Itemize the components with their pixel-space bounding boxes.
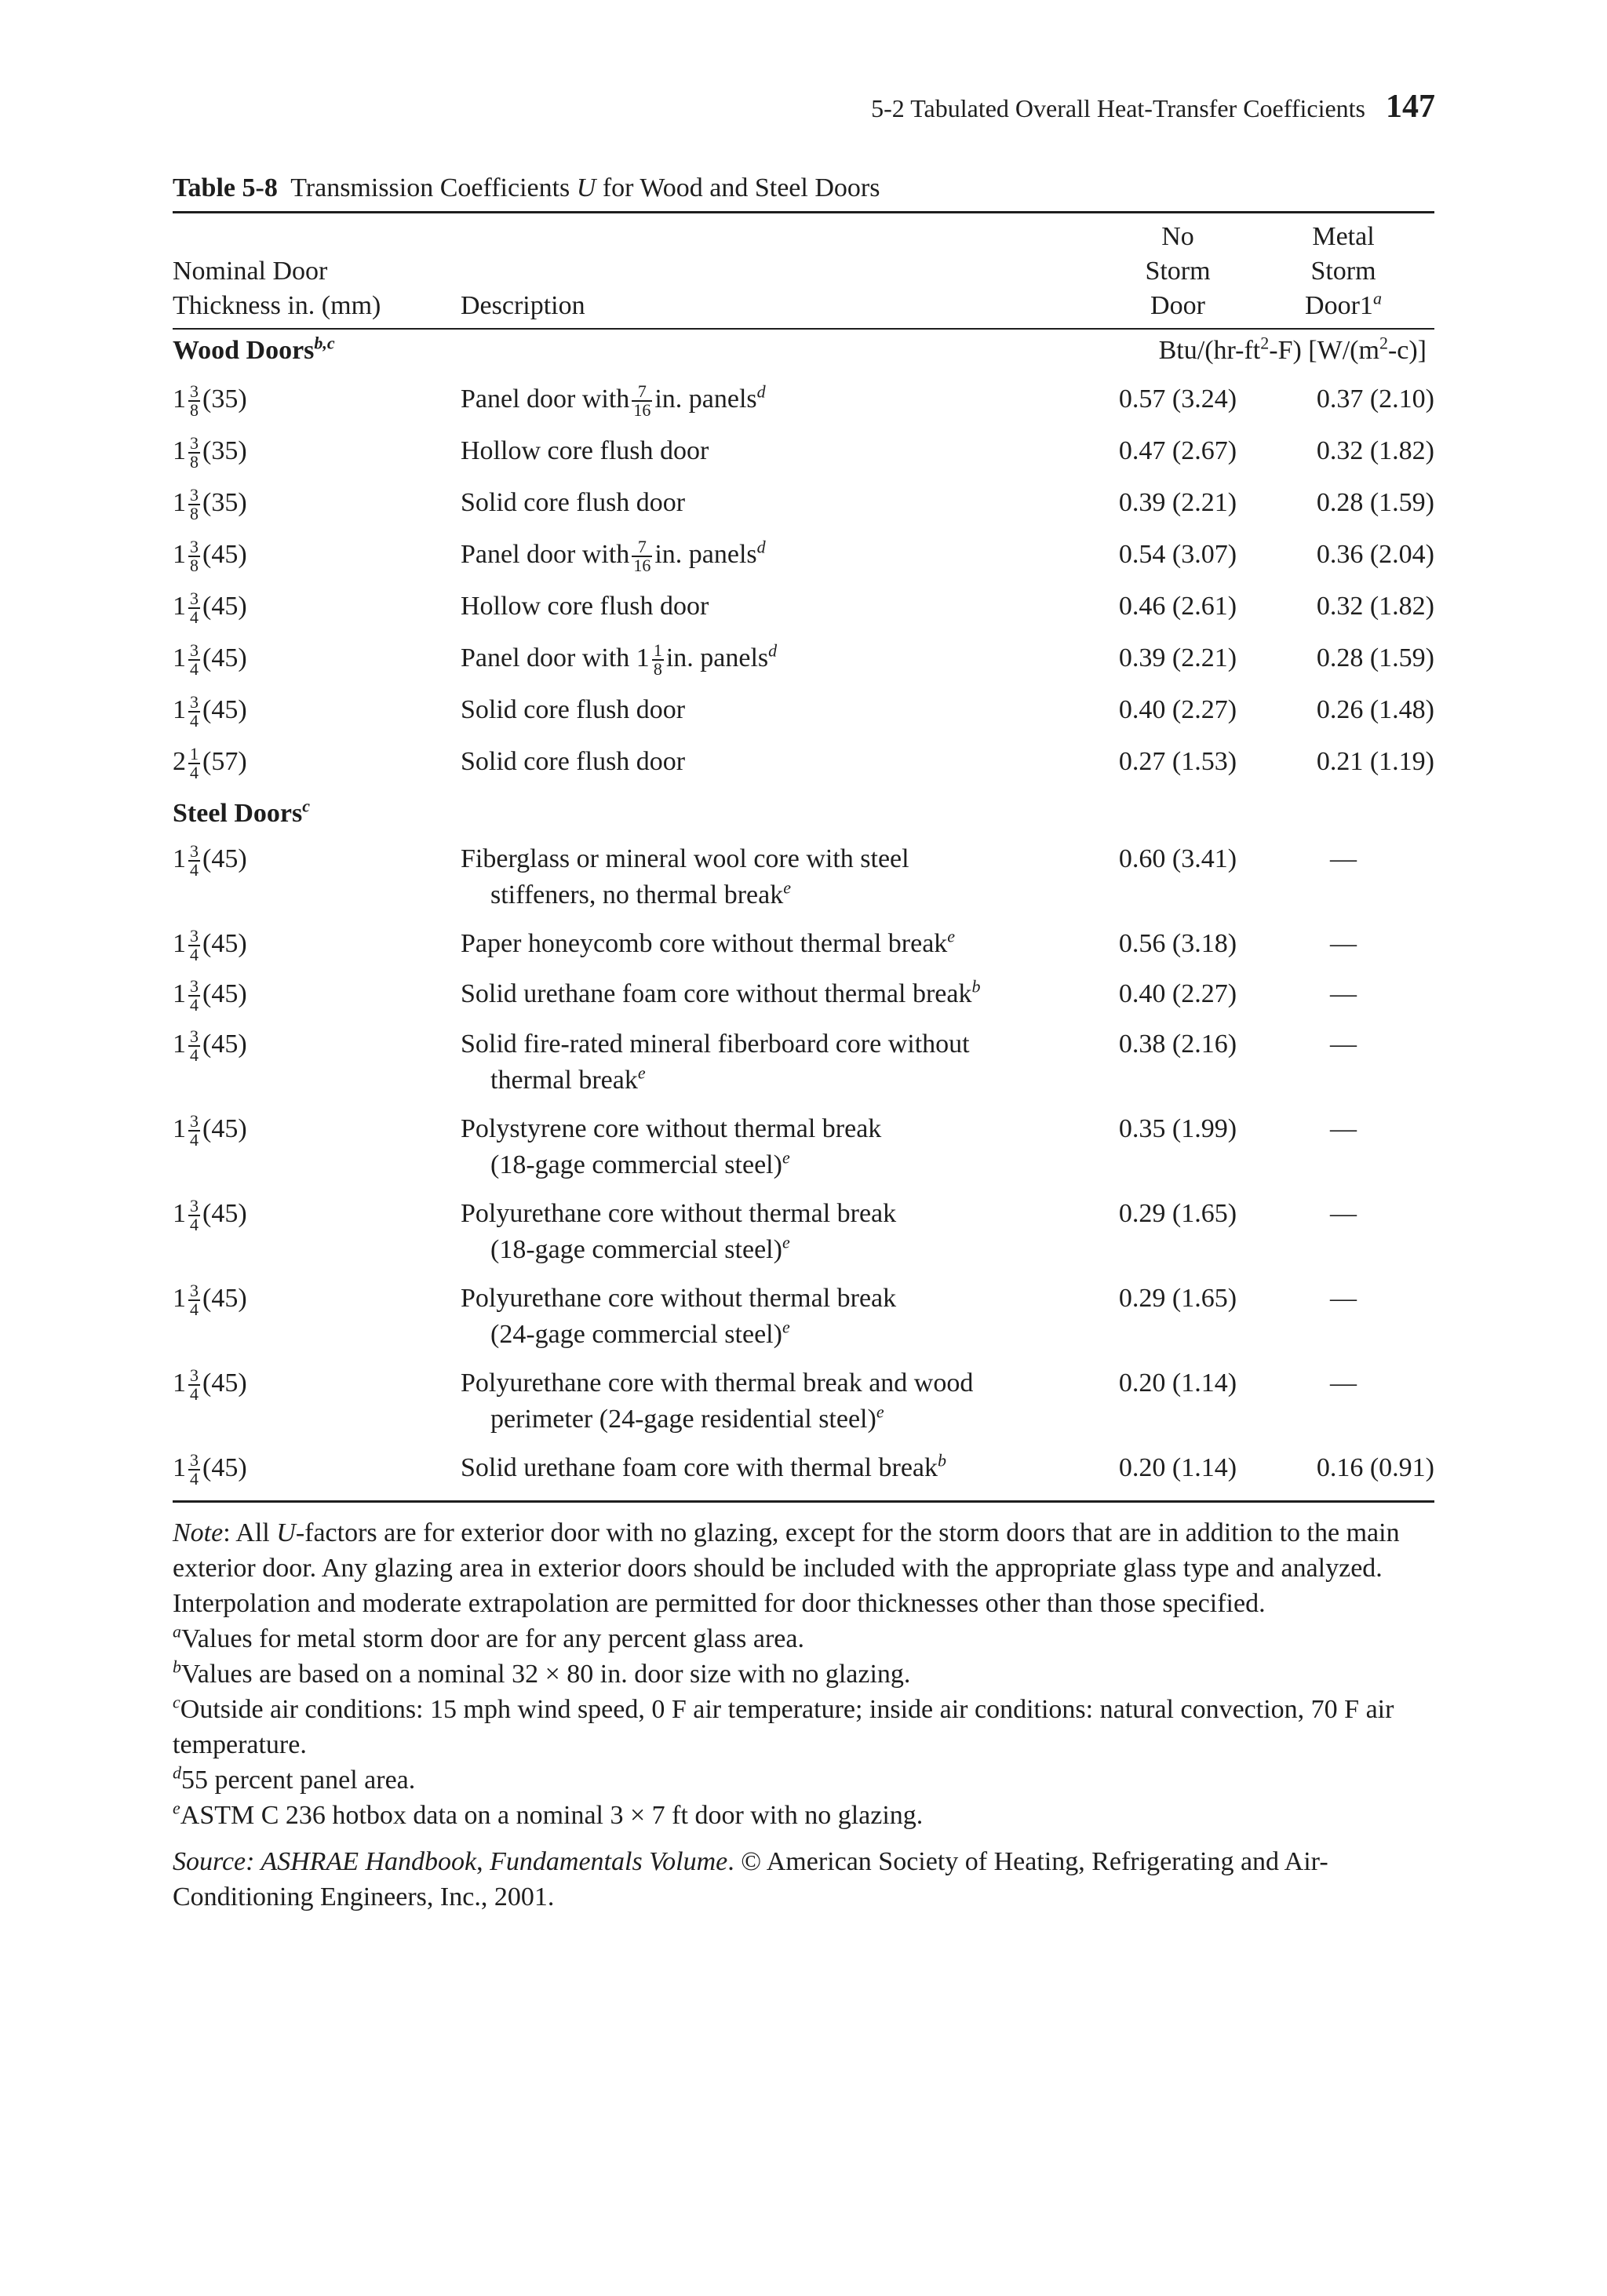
thickness-mm: (45)	[202, 695, 247, 724]
description-line2	[461, 1317, 1277, 1353]
footnote-ref	[783, 878, 791, 898]
thickness-whole: 1	[173, 1284, 186, 1313]
thickness-fraction-num: 1	[190, 744, 199, 764]
thickness-fraction-den: 4	[190, 1299, 199, 1320]
thickness-fraction-num: 3	[190, 692, 199, 712]
no-storm-value: 0.27 (1.53)	[1118, 747, 1237, 776]
footnote-c-text: Outside air conditions: 15 mph wind speed, 0 F air temperature; inside air conditions: natural convection, 70 F air temperature.	[173, 1695, 1394, 1759]
metal-storm-value: 0.28 (1.59)	[1316, 643, 1434, 672]
footnote-ref	[971, 977, 980, 997]
footnote-d	[173, 1762, 1434, 1798]
description-text: Panel door with 1	[461, 643, 650, 672]
thickness-fraction-den: 4	[190, 945, 199, 965]
units-sup2: 2	[1379, 333, 1388, 353]
no-storm-value: 0.35 (1.99)	[1118, 1114, 1237, 1143]
thickness-whole: 1	[173, 1199, 186, 1228]
table-caption	[173, 172, 1434, 205]
thickness-fraction-den: 8	[190, 504, 199, 524]
footnote-b-text: Values are based on a nominal 32 × 80 in. door size with no glazing.	[181, 1660, 911, 1689]
thickness-fraction-num: 3	[190, 1450, 199, 1471]
thickness-cell	[173, 744, 457, 782]
metal-storm-value: 0.26 (1.48)	[1316, 695, 1434, 724]
table-row	[173, 736, 1434, 788]
description-fraction-den: 8	[653, 659, 662, 680]
units-c: -c)]	[1387, 336, 1427, 365]
thickness-fraction-den: 4	[190, 659, 199, 680]
footnote-e-text: ASTM C 236 hotbox data on a nominal 3 × 7 ft door with no glazing.	[180, 1801, 924, 1830]
no-storm-value: 0.39 (2.21)	[1118, 488, 1237, 517]
table-row	[173, 1361, 1434, 1445]
steel-doors-title-sup: c	[302, 796, 311, 816]
caption-text-rest: for Wood and Steel Doors	[602, 173, 880, 202]
note-label: Note	[173, 1518, 224, 1547]
thickness-whole: 1	[173, 1368, 186, 1398]
running-head-section: 5-2 Tabulated Overall Heat-Transfer Coefficients	[871, 94, 1365, 122]
thickness-mm: (45)	[202, 1199, 247, 1228]
footnote-a-mark: a	[173, 1621, 181, 1642]
thickness-fraction	[188, 1197, 200, 1234]
description-line2	[461, 1232, 1277, 1268]
table-row	[173, 581, 1434, 632]
thickness-fraction-num: 3	[190, 1026, 199, 1047]
footnote-ref	[938, 1451, 946, 1471]
thickness-fraction-num: 3	[190, 1196, 199, 1216]
description-line2	[461, 1401, 1277, 1438]
description-line1-text: Solid urethane foam core with thermal break	[461, 1453, 938, 1482]
wood-doors-title	[173, 333, 335, 366]
thickness-mm: (45)	[202, 1030, 247, 1059]
footnote-ref	[947, 927, 955, 946]
thickness-whole: 1	[173, 384, 186, 414]
caption-text: Transmission Coefficients	[290, 173, 570, 202]
thickness-fraction-num: 3	[190, 1281, 199, 1301]
group-wood-doors	[173, 330, 1434, 374]
thickness-mm: (45)	[202, 1453, 247, 1482]
description-line2-text: perimeter (24-gage residential steel)	[490, 1405, 876, 1434]
footnote-ref-mark: e	[947, 926, 956, 946]
description-line1-text: Solid fire-rated mineral fiberboard core without	[461, 1030, 970, 1059]
thickness-fraction	[188, 1282, 200, 1318]
footnote-ref-mark: e	[782, 1317, 790, 1337]
thickness-cell	[173, 1450, 457, 1488]
no-storm-value: 0.40 (2.27)	[1118, 979, 1237, 1008]
table-row	[173, 971, 1434, 1022]
no-storm-value: 0.38 (2.16)	[1118, 1030, 1237, 1059]
footnote-ref-mark: d	[756, 381, 766, 402]
thickness-fraction	[188, 590, 200, 626]
table-row	[173, 1276, 1434, 1361]
header-thickness-line1: Nominal Door	[173, 257, 328, 286]
general-note	[173, 1515, 1434, 1621]
footnote-ref	[757, 382, 766, 402]
thickness-fraction-num: 3	[190, 1365, 199, 1386]
description-text: Solid core flush door	[461, 695, 686, 724]
table-row	[173, 477, 1434, 529]
footnote-c	[173, 1692, 1434, 1762]
thickness-whole: 1	[173, 844, 186, 873]
thickness-cell	[173, 485, 457, 523]
note-u-symbol: U	[276, 1518, 296, 1547]
thickness-fraction-den: 4	[190, 711, 199, 731]
page-number: 147	[1386, 89, 1435, 125]
table-row	[173, 921, 1434, 971]
metal-storm-value: 0.21 (1.19)	[1316, 747, 1434, 776]
source-credit	[173, 1844, 1434, 1915]
thickness-cell	[173, 692, 457, 730]
source-volume: Fundamentals Volume	[490, 1847, 728, 1876]
thickness-fraction	[188, 928, 200, 964]
table-row	[173, 1022, 1434, 1106]
thickness-mm: (45)	[202, 1284, 247, 1313]
thickness-fraction	[188, 538, 200, 574]
table-row	[173, 425, 1434, 477]
thickness-cell	[173, 926, 457, 964]
description-line1-text: Polyurethane core with thermal break and wood	[461, 1368, 974, 1398]
thickness-whole: 1	[173, 540, 186, 569]
metal-storm-value: 0.36 (2.04)	[1316, 540, 1434, 569]
thickness-fraction-den: 4	[190, 1045, 199, 1066]
thickness-whole: 1	[173, 592, 186, 621]
thickness-fraction-den: 4	[190, 607, 199, 628]
no-storm-value: 0.47 (2.67)	[1118, 436, 1237, 465]
no-storm-value: 0.20 (1.14)	[1118, 1368, 1237, 1398]
header-no-storm-line1: No	[1161, 222, 1194, 251]
table-row	[173, 1191, 1434, 1276]
description-text: Solid core flush door	[461, 747, 686, 776]
thickness-fraction	[188, 642, 200, 678]
footnote-ref	[782, 1233, 790, 1252]
description-line2-text: stiffeners, no thermal break	[490, 880, 784, 909]
description-line2	[461, 1062, 1277, 1099]
thickness-cell	[173, 1196, 457, 1234]
source-rest: . © American Society of Heating, Refrigerating and Air-Conditioning Engineers, Inc., 2001.	[173, 1847, 1328, 1912]
thickness-fraction-den: 4	[190, 1384, 199, 1405]
thickness-fraction-den: 8	[190, 556, 199, 576]
description-line1-text: Polyurethane core without thermal break	[461, 1199, 897, 1228]
footnote-ref-mark: e	[782, 1147, 790, 1168]
thickness-fraction	[188, 745, 200, 782]
description-text-b: in. panels	[665, 643, 769, 672]
no-storm-value: 0.46 (2.61)	[1118, 592, 1237, 621]
no-storm-value: 0.39 (2.21)	[1118, 643, 1237, 672]
description-line2	[461, 877, 1277, 913]
table-row	[173, 836, 1434, 921]
footnote-b-mark: b	[173, 1656, 181, 1677]
description-text-b: in. panels	[654, 384, 757, 414]
thickness-fraction-den: 8	[190, 452, 199, 472]
thickness-fraction-den: 4	[190, 995, 199, 1015]
thickness-fraction-num: 3	[190, 926, 199, 946]
thickness-mm: (45)	[202, 1114, 247, 1143]
metal-storm-value: —	[1330, 1368, 1357, 1398]
header-metal-storm-sup: a	[1372, 288, 1382, 308]
header-description: Description	[461, 291, 585, 320]
footnote-a-text: Values for metal storm door are for any percent glass area.	[181, 1624, 804, 1653]
thickness-mm: (45)	[202, 844, 247, 873]
thickness-fraction	[188, 843, 200, 879]
thickness-cell	[173, 433, 457, 471]
no-storm-value: 0.57 (3.24)	[1118, 384, 1237, 414]
thickness-fraction-den: 4	[190, 860, 199, 880]
footnote-ref-mark: e	[782, 1232, 790, 1252]
thickness-fraction-den: 4	[190, 1469, 199, 1489]
thickness-fraction-num: 3	[190, 381, 199, 402]
thickness-whole: 1	[173, 929, 186, 958]
description-fraction	[632, 383, 652, 419]
description-text: Hollow core flush door	[461, 592, 709, 621]
table-row	[173, 684, 1434, 736]
wood-doors-title-sup: b,c	[314, 333, 335, 353]
thickness-fraction-num: 3	[190, 640, 199, 661]
thickness-fraction-num: 3	[190, 589, 199, 609]
description-line1-text: Polystyrene core without thermal break	[461, 1114, 882, 1143]
description-text: Hollow core flush door	[461, 436, 709, 465]
description-line2	[461, 1147, 1277, 1183]
description-line1-text: Polyurethane core without thermal break	[461, 1284, 897, 1313]
no-storm-value: 0.29 (1.65)	[1118, 1199, 1237, 1228]
description-fraction	[632, 538, 652, 574]
thickness-fraction	[188, 435, 200, 471]
metal-storm-value: —	[1330, 1199, 1357, 1228]
thickness-mm: (45)	[202, 929, 247, 958]
thickness-fraction	[188, 1367, 200, 1403]
footnote-d-text: 55 percent panel area.	[181, 1766, 416, 1795]
header-thickness	[173, 254, 457, 323]
description-text-b: in. panels	[654, 540, 757, 569]
thickness-mm: (45)	[202, 979, 247, 1008]
no-storm-value: 0.40 (2.27)	[1118, 695, 1237, 724]
note-text-a: : All	[223, 1518, 277, 1547]
group-steel-doors	[173, 788, 1434, 836]
metal-storm-value: —	[1330, 844, 1357, 873]
description-line2-text: (18-gage commercial steel)	[490, 1150, 782, 1179]
footnote-ref-mark: e	[783, 877, 792, 898]
metal-storm-value: 0.37 (2.10)	[1316, 384, 1434, 414]
footnote-d-mark: d	[173, 1762, 181, 1783]
thickness-fraction	[188, 1452, 200, 1488]
running-head	[871, 88, 1435, 126]
description-line2-text: (18-gage commercial steel)	[490, 1235, 782, 1264]
no-storm-value: 0.56 (3.18)	[1118, 929, 1237, 958]
thickness-cell	[173, 640, 457, 678]
units-sup1: 2	[1260, 333, 1270, 353]
steel-doors-title-text: Steel Doors	[173, 799, 303, 828]
footnote-e-mark: e	[173, 1798, 180, 1818]
footnote-e	[173, 1798, 1434, 1833]
description-fraction-den: 16	[633, 556, 651, 576]
footnote-ref	[757, 538, 766, 557]
footnote-ref	[876, 1402, 884, 1422]
table-bottom-rule	[173, 1500, 1434, 1503]
thickness-fraction-den: 4	[190, 1130, 199, 1150]
thickness-mm: (35)	[202, 384, 247, 414]
thickness-fraction	[188, 1113, 200, 1149]
thickness-whole: 1	[173, 436, 186, 465]
description-line2-text: thermal break	[490, 1066, 638, 1095]
wood-rows	[173, 374, 1434, 788]
table-row	[173, 632, 1434, 684]
thickness-cell	[173, 589, 457, 626]
thickness-fraction-den: 4	[190, 763, 199, 783]
thickness-mm: (45)	[202, 540, 247, 569]
thickness-fraction-num: 3	[190, 1111, 199, 1132]
thickness-whole: 1	[173, 695, 186, 724]
footnote-ref	[768, 641, 777, 661]
metal-storm-value: —	[1330, 1114, 1357, 1143]
thickness-cell	[173, 381, 457, 419]
thickness-cell	[173, 976, 457, 1014]
header-no-storm-line3: Door	[1150, 291, 1205, 320]
metal-storm-value: —	[1330, 979, 1357, 1008]
metal-storm-value: —	[1330, 929, 1357, 958]
thickness-whole: 1	[173, 488, 186, 517]
metal-storm-value: —	[1330, 1284, 1357, 1313]
header-no-storm	[1111, 220, 1244, 323]
description-fraction-num: 7	[632, 383, 652, 402]
footnote-ref	[782, 1317, 790, 1337]
metal-storm-value: —	[1330, 1030, 1357, 1059]
metal-storm-value: 0.32 (1.82)	[1316, 436, 1434, 465]
description-line1-text: Fiberglass or mineral wool core with steel	[461, 844, 909, 873]
thickness-cell	[173, 1281, 457, 1318]
thickness-fraction-num: 3	[190, 976, 199, 997]
thickness-whole: 1	[173, 979, 186, 1008]
thickness-fraction-num: 3	[190, 485, 199, 505]
table-block	[173, 172, 1434, 1915]
no-storm-value: 0.54 (3.07)	[1118, 540, 1237, 569]
thickness-whole: 1	[173, 1030, 186, 1059]
no-storm-value: 0.29 (1.65)	[1118, 1284, 1237, 1313]
thickness-fraction-den: 8	[190, 400, 199, 421]
thickness-cell	[173, 537, 457, 574]
thickness-fraction-num: 3	[190, 433, 199, 454]
footnote-ref	[782, 1148, 790, 1168]
header-metal-storm	[1281, 220, 1406, 323]
thickness-fraction-num: 3	[190, 841, 199, 862]
footnote-a	[173, 1621, 1434, 1656]
wood-doors-title-text: Wood Doors	[173, 336, 315, 365]
caption-symbol: U	[576, 173, 596, 202]
description-text: Panel door with	[461, 540, 630, 569]
units-a: Btu/(hr-ft	[1158, 336, 1261, 365]
thickness-fraction-den: 4	[190, 1215, 199, 1235]
description-text: Panel door with	[461, 384, 630, 414]
footnote-b	[173, 1656, 1434, 1692]
footnote-ref	[638, 1063, 646, 1083]
description-fraction-num: 7	[632, 538, 652, 557]
thickness-whole: 1	[173, 643, 186, 672]
thickness-fraction	[188, 978, 200, 1014]
thickness-mm: (35)	[202, 436, 247, 465]
thickness-cell	[173, 1026, 457, 1064]
thickness-whole: 1	[173, 1453, 186, 1482]
table-row	[173, 1106, 1434, 1191]
description-fraction-num: 1	[653, 640, 662, 661]
no-storm-value: 0.20 (1.14)	[1118, 1453, 1237, 1482]
source-comma: ,	[476, 1847, 490, 1876]
units-label	[1158, 333, 1427, 366]
description-line1-text: Solid urethane foam core without thermal break	[461, 979, 972, 1008]
thickness-cell	[173, 1365, 457, 1403]
thickness-fraction	[188, 383, 200, 419]
thickness-whole: 1	[173, 1114, 186, 1143]
footnote-ref-mark: b	[971, 976, 981, 997]
thickness-fraction	[188, 694, 200, 730]
header-metal-storm-line1: Metal	[1312, 222, 1375, 251]
description-fraction-den: 16	[633, 400, 651, 421]
table-row	[173, 374, 1434, 425]
steel-doors-title	[173, 796, 311, 829]
footnote-ref-mark: e	[876, 1401, 884, 1422]
header-thickness-line2: Thickness in. (mm)	[173, 291, 381, 320]
thickness-cell	[173, 841, 457, 879]
thickness-mm: (35)	[202, 488, 247, 517]
header-metal-storm-line3: Door1	[1305, 291, 1373, 320]
description-line1-text: Paper honeycomb core without thermal break	[461, 929, 948, 958]
footnote-ref-mark: e	[637, 1062, 646, 1083]
table-header	[173, 213, 1434, 328]
thickness-fraction	[188, 487, 200, 523]
footnote-ref-mark: b	[938, 1450, 946, 1471]
metal-storm-value: 0.28 (1.59)	[1316, 488, 1434, 517]
thickness-cell	[173, 1111, 457, 1149]
thickness-mm: (45)	[202, 1368, 247, 1398]
footnote-ref-mark: d	[768, 640, 778, 661]
table-label: Table 5-8	[173, 173, 278, 202]
metal-storm-value: 0.16 (0.91)	[1316, 1453, 1434, 1482]
source-label: Source: ASHRAE Handbook	[173, 1847, 477, 1876]
table-row	[173, 1445, 1434, 1496]
description-fraction	[652, 642, 664, 678]
thickness-mm: (57)	[202, 747, 247, 776]
thickness-fraction-num: 3	[190, 537, 199, 557]
metal-storm-value: 0.32 (1.82)	[1316, 592, 1434, 621]
table-notes	[173, 1515, 1434, 1833]
description-text: Solid core flush door	[461, 488, 686, 517]
description-line2-text: (24-gage commercial steel)	[490, 1320, 782, 1349]
footnote-ref-mark: d	[756, 537, 766, 557]
footnote-c-mark: c	[173, 1692, 180, 1712]
steel-rows	[173, 836, 1434, 1496]
header-metal-storm-line2: Storm	[1310, 257, 1376, 286]
note-text-b: -factors are for exterior door with no glazing, except for the storm doors that are in addition to the main exterior door. Any glazing area in exterior doors should be included with the appropriate glass type and analyzed. Interpolation and moderate extrapolation are permitted for door thicknesses other than those specified.	[173, 1518, 1400, 1618]
table-row	[173, 529, 1434, 581]
units-b: -F) [W/(m	[1269, 336, 1379, 365]
header-no-storm-line2: Storm	[1145, 257, 1211, 286]
no-storm-value: 0.60 (3.41)	[1118, 844, 1237, 873]
thickness-fraction	[188, 1028, 200, 1064]
thickness-mm: (45)	[202, 643, 247, 672]
thickness-whole: 2	[173, 747, 186, 776]
thickness-mm: (45)	[202, 592, 247, 621]
